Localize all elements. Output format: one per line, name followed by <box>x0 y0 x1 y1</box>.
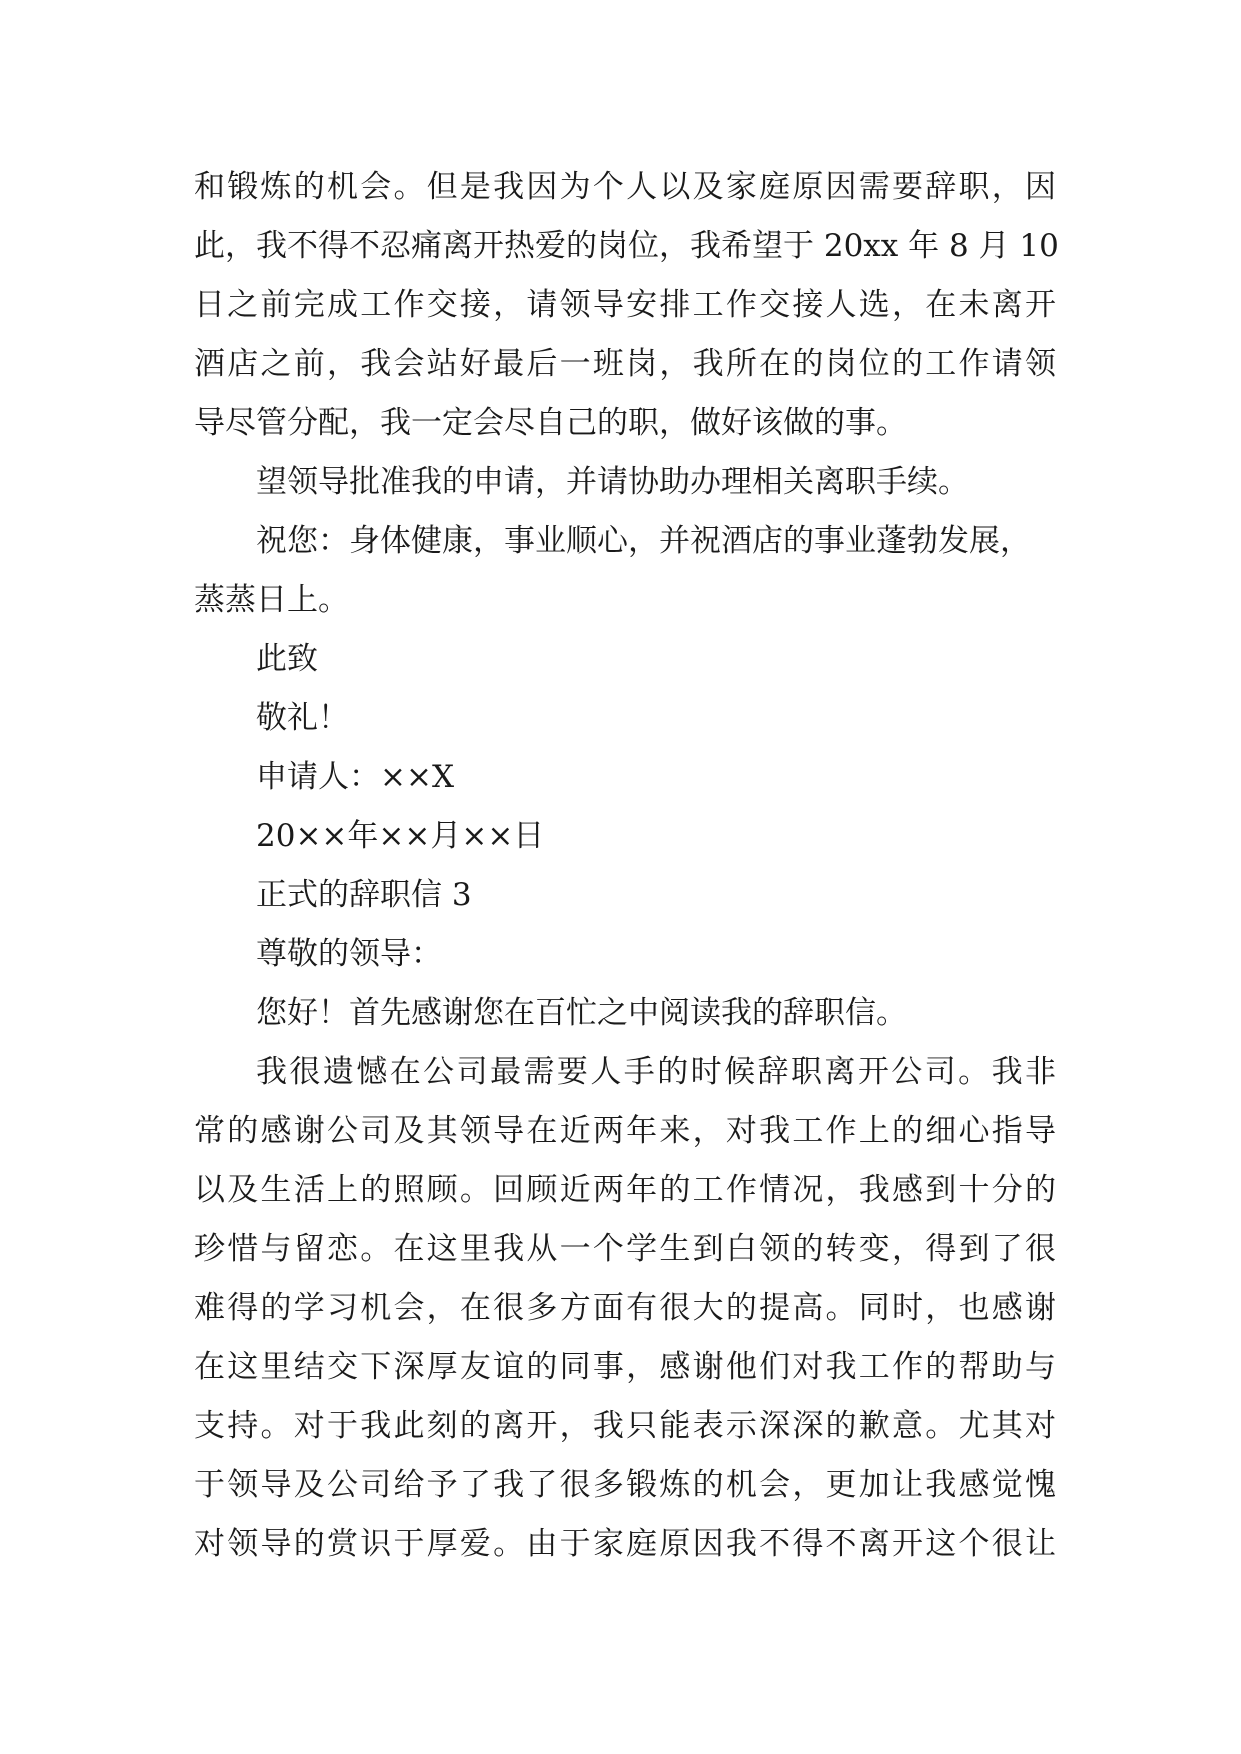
body-line: 此，我不得不忍痛离开热爱的岗位，我希望于 20xx 年 8 月 10 <box>194 228 1059 264</box>
applicant-line: 申请人：××X <box>256 759 455 795</box>
document-body <box>194 158 1059 1574</box>
body-line: 祝您：身体健康，事业顺心，并祝酒店的事业蓬勃发展， <box>256 523 1031 559</box>
body-line: 您好！首先感谢您在百忙之中阅读我的辞职信。 <box>256 995 907 1031</box>
salutation-line: 敬礼！ <box>256 700 349 736</box>
date-line: 20××年××月××日 <box>256 818 545 854</box>
body-line: 对领导的赏识于厚爱。由于家庭原因我不得不离开这个很让 <box>194 1526 1056 1562</box>
body-line: 日之前完成工作交接，请领导安排工作交接人选，在未离开 <box>194 287 1056 323</box>
body-line: 支持。对于我此刻的离开，我只能表示深深的歉意。尤其对 <box>194 1408 1056 1444</box>
body-line: 酒店之前，我会站好最后一班岗，我所在的岗位的工作请领 <box>194 346 1056 382</box>
body-line: 望领导批准我的申请，并请协助办理相关离职手续。 <box>256 464 969 500</box>
body-line: 我很遗憾在公司最需要人手的时候辞职离开公司。我非 <box>256 1054 1056 1090</box>
body-line: 蒸蒸日上。 <box>194 582 349 618</box>
body-line: 和锻炼的机会。但是我因为个人以及家庭原因需要辞职，因 <box>194 169 1056 205</box>
body-line: 于领导及公司给予了我了很多锻炼的机会，更加让我感觉愧 <box>194 1467 1056 1503</box>
body-line: 珍惜与留恋。在这里我从一个学生到白领的转变，得到了很 <box>194 1231 1056 1267</box>
greeting-line: 尊敬的领导： <box>256 936 442 972</box>
closing-line: 此致 <box>256 641 318 677</box>
body-line: 以及生活上的照顾。回顾近两年的工作情况，我感到十分的 <box>194 1172 1056 1208</box>
section-title: 正式的辞职信 3 <box>256 877 472 913</box>
body-line: 常的感谢公司及其领导在近两年来，对我工作上的细心指导 <box>194 1113 1056 1149</box>
body-line: 导尽管分配，我一定会尽自己的职，做好该做的事。 <box>194 405 907 441</box>
body-line: 难得的学习机会，在很多方面有很大的提高。同时，也感谢 <box>194 1290 1056 1326</box>
body-line: 在这里结交下深厚友谊的同事，感谢他们对我工作的帮助与 <box>194 1349 1056 1385</box>
